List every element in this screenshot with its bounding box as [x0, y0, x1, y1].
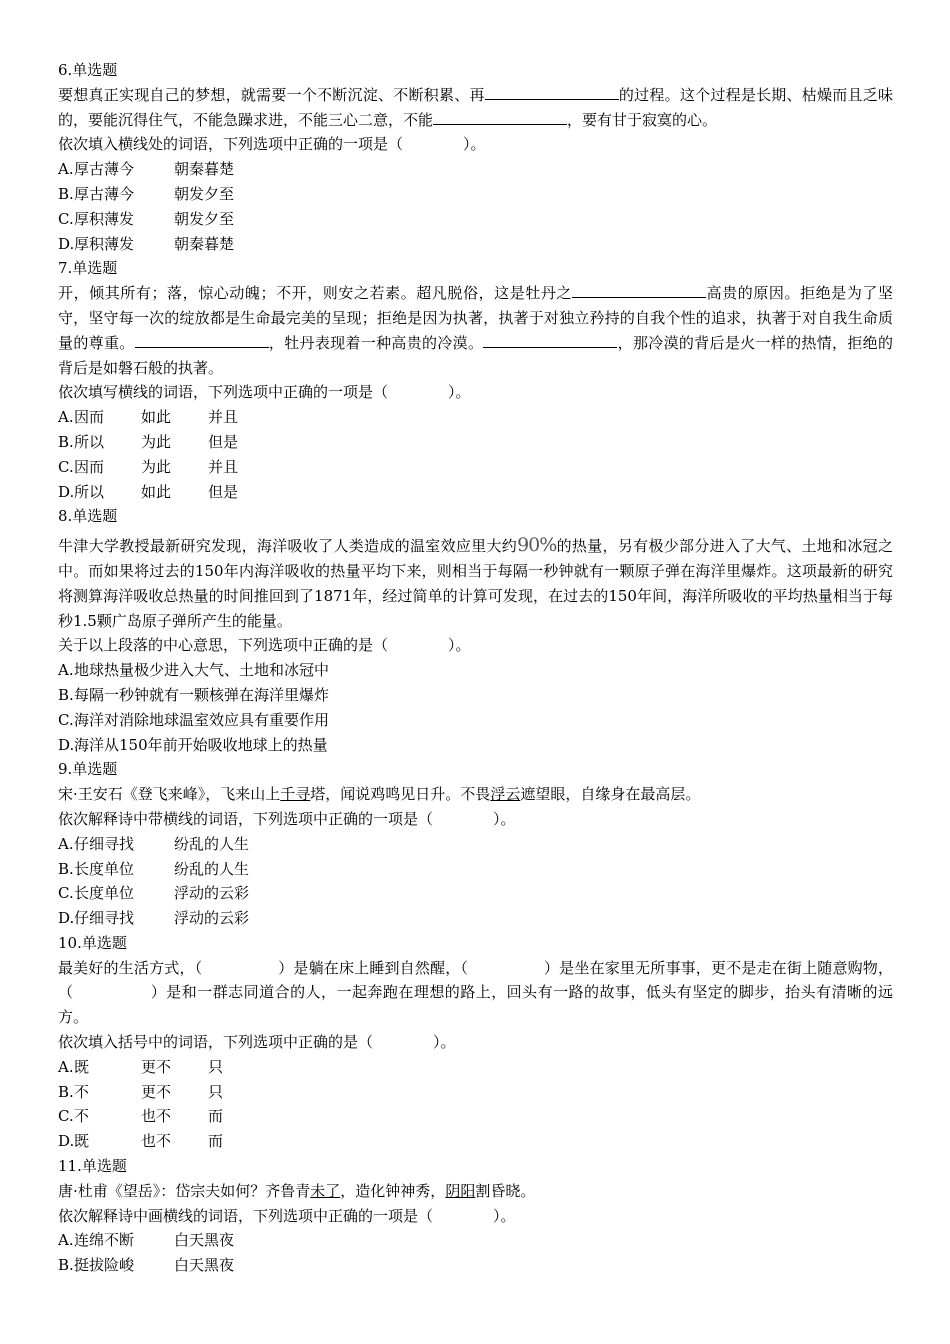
question-9	[58, 757, 893, 931]
option-d[interactable]: D.厚积薄发 朝秦暮楚	[58, 234, 235, 253]
question-header: 10.单选题	[58, 933, 127, 952]
question-stem: 开，倾其所有；落，惊心动魄；不开，则安之若素。超凡脱俗，这是牡丹之 高贵的原因。拒绝是为了坚守，坚守每一次的绽放都是生命最完美的呈现；拒绝是因为执著，执著于对独立矜持的自我个性的追求，执著于对自我生命质量的尊重。 ，牡丹表现着一种高贵的冷漠。 ，那冷漠的背后是火一样的热情，拒绝的背后是如磐石般的执著。	[58, 284, 893, 377]
question-header: 6.单选题	[58, 61, 118, 79]
option-a[interactable]: A.厚古薄今 朝秦暮楚	[58, 160, 235, 179]
fill-blank	[483, 333, 617, 348]
option-c[interactable]: C.因而 为此 并且	[58, 457, 239, 476]
option-c[interactable]: C.海洋对消除地球温室效应具有重要作用	[58, 710, 330, 729]
question-stem: 宋·王安石《登飞来峰》，飞来山上千寻塔，闻说鸡鸣见日升。不畏浮云遮望眼，自缘身在最高层。	[58, 785, 701, 804]
question-prompt: 依次解释诗中带横线的词语，下列选项中正确的一项是（ ）。	[58, 809, 516, 828]
option-d[interactable]: D.仔细寻找 浮动的云彩	[58, 909, 250, 928]
document-body	[58, 58, 893, 1278]
option-d[interactable]: D.海洋从150年前开始吸收地球上的热量	[58, 735, 328, 754]
option-b[interactable]: B.每隔一秒钟就有一颗核弹在海洋里爆炸	[58, 685, 330, 704]
option-a[interactable]: A.连绵不断 白天黑夜	[58, 1231, 235, 1250]
question-prompt: 依次解释诗中画横线的词语，下列选项中正确的一项是（ ）。	[58, 1206, 516, 1225]
option-d[interactable]: D.既 也不 而	[58, 1132, 224, 1151]
fill-blank	[485, 85, 619, 100]
question-prompt: 依次填入横线处的词语，下列选项中正确的一项是（ ）。	[58, 135, 486, 154]
option-c[interactable]: C.厚积薄发 朝发夕至	[58, 209, 235, 228]
question-header: 9.单选题	[58, 760, 118, 779]
question-6	[58, 58, 893, 256]
question-stem: 牛津大学教授最新研究发现，海洋吸收了人类造成的温室效应里大约90%的热量，另有极少部分进入了大气、土地和冰冠之中。而如果将过去的150年内海洋吸收的热量平均下来，则相当于每隔一秒钟就有一颗原子弹在海洋里爆炸。这项最新的研究将测算海洋吸收总热量的时间推回到了1871年，经过简单的计算可发现，在过去的150年间，海洋所吸收的平均热量相当于每秒1.5颗广岛原子弹所产生的能量。	[58, 534, 893, 630]
option-b[interactable]: B.所以 为此 但是	[58, 432, 239, 451]
question-10	[58, 931, 893, 1154]
option-b[interactable]: B.挺拔险峻 白天黑夜	[58, 1256, 235, 1275]
option-c[interactable]: C.不 也不 而	[58, 1107, 224, 1126]
question-prompt: 依次填写横线的词语，下列选项中正确的一项是（ ）。	[58, 383, 471, 402]
percent-value: 90%	[517, 534, 557, 557]
question-header: 8.单选题	[58, 507, 118, 526]
option-a[interactable]: A.仔细寻找 纷乱的人生	[58, 834, 250, 853]
question-prompt: 依次填入括号中的词语，下列选项中正确的是（ ）。	[58, 1033, 456, 1052]
fill-blank	[433, 110, 567, 125]
question-prompt: 关于以上段落的中心意思，下列选项中正确的是（ ）。	[58, 636, 471, 655]
question-header: 11.单选题	[58, 1157, 127, 1176]
option-a[interactable]: A.既 更不 只	[58, 1057, 224, 1076]
option-d[interactable]: D.所以 如此 但是	[58, 482, 239, 501]
question-stem: 最美好的生活方式，（ ）是躺在床上睡到自然醒，（ ）是坐在家里无所事事，更不是走在街上随意购物，（ ）是和一群志同道合的人，一起奔跑在理想的路上，回头有一路的故事，低头有坚定的脚步，抬头有清晰的远方。	[58, 958, 893, 1027]
underlined-term: 阴阳	[445, 1181, 476, 1200]
option-a[interactable]: A.地球热量极少进入大气、土地和冰冠中	[58, 661, 330, 680]
question-8	[58, 504, 893, 757]
question-stem: 要想真正实现自己的梦想，就需要一个不断沉淀、不断积累、再 的过程。这个过程是长期、枯燥而且乏味的，要能沉得住气，不能急躁求进，不能三心二意，不能 ，要有甘于寂寞的心。	[58, 85, 893, 129]
option-c[interactable]: C.长度单位 浮动的云彩	[58, 884, 250, 903]
question-header: 7.单选题	[58, 259, 118, 278]
option-b[interactable]: B.厚古薄今 朝发夕至	[58, 184, 235, 203]
underlined-term: 浮云	[490, 785, 521, 804]
fill-blank	[572, 283, 706, 298]
underlined-term: 未了	[310, 1181, 341, 1200]
option-a[interactable]: A.因而 如此 并且	[58, 408, 239, 427]
option-b[interactable]: B.长度单位 纷乱的人生	[58, 859, 250, 878]
underlined-term: 千寻	[280, 785, 311, 804]
question-7	[58, 256, 893, 504]
question-11	[58, 1154, 893, 1278]
question-stem: 唐·杜甫《望岳》：岱宗夫如何？齐鲁青未了，造化钟神秀，阴阳割昏晓。	[58, 1181, 536, 1200]
option-b[interactable]: B.不 更不 只	[58, 1082, 224, 1101]
fill-blank	[135, 333, 269, 348]
